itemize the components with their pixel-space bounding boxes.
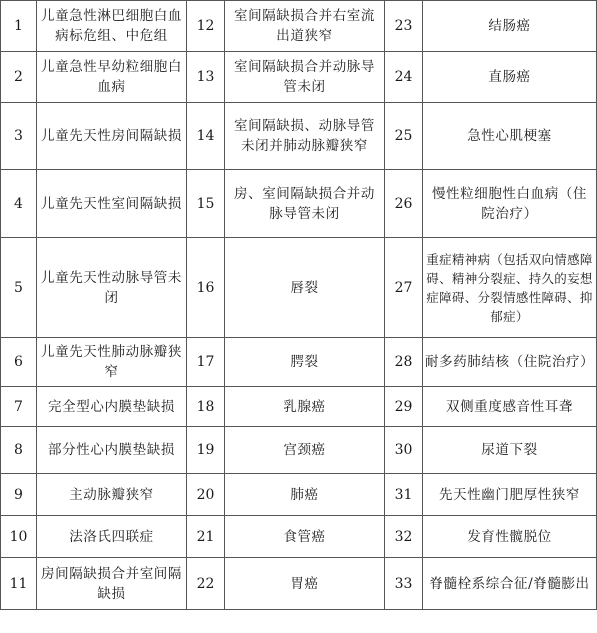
item-number: 22 <box>187 558 225 610</box>
item-number: 13 <box>187 52 225 103</box>
disease-name: 室间隔缺损、动脉导管未闭并肺动脉瓣狭窄 <box>225 103 385 170</box>
disease-name: 完全型心内膜垫缺损 <box>37 387 187 427</box>
item-number: 21 <box>187 516 225 558</box>
disease-name: 唇裂 <box>225 238 385 338</box>
disease-name: 儿童急性早幼粒细胞白血病 <box>37 52 187 103</box>
item-number: 30 <box>385 427 423 474</box>
item-number: 15 <box>187 170 225 238</box>
disease-name: 尿道下裂 <box>423 427 597 474</box>
table-row <box>1 387 597 427</box>
table-row <box>1 103 597 170</box>
table-row <box>1 427 597 474</box>
disease-name: 儿童先天性室间隔缺损 <box>37 170 187 238</box>
item-number: 14 <box>187 103 225 170</box>
disease-name: 主动脉瓣狭窄 <box>37 474 187 516</box>
item-number: 25 <box>385 103 423 170</box>
item-number: 16 <box>187 238 225 338</box>
item-number: 11 <box>1 558 37 610</box>
disease-name: 儿童急性淋巴细胞白血病标危组、中危组 <box>37 1 187 52</box>
disease-name: 结肠癌 <box>423 1 597 52</box>
disease-name: 先天性幽门肥厚性狭窄 <box>423 474 597 516</box>
item-number: 4 <box>1 170 37 238</box>
item-number: 7 <box>1 387 37 427</box>
disease-name: 乳腺癌 <box>225 387 385 427</box>
item-number: 24 <box>385 52 423 103</box>
disease-name: 房、室间隔缺损合并动脉导管未闭 <box>225 170 385 238</box>
disease-name: 房间隔缺损合并室间隔缺损 <box>37 558 187 610</box>
item-number: 12 <box>187 1 225 52</box>
disease-name: 脊髓栓系综合征/脊髓膨出 <box>423 558 597 610</box>
disease-name: 发育性髋脱位 <box>423 516 597 558</box>
disease-name: 胃癌 <box>225 558 385 610</box>
table-row <box>1 338 597 387</box>
table-row <box>1 238 597 338</box>
disease-name: 腭裂 <box>225 338 385 387</box>
disease-name: 部分性心内膜垫缺损 <box>37 427 187 474</box>
disease-name: 食管癌 <box>225 516 385 558</box>
disease-name: 儿童先天性动脉导管未闭 <box>37 238 187 338</box>
table-row <box>1 474 597 516</box>
item-number: 32 <box>385 516 423 558</box>
item-number: 29 <box>385 387 423 427</box>
disease-name: 慢性粒细胞性白血病（住院治疗） <box>423 170 597 238</box>
disease-name: 肺癌 <box>225 474 385 516</box>
item-number: 31 <box>385 474 423 516</box>
item-number: 17 <box>187 338 225 387</box>
item-number: 5 <box>1 238 37 338</box>
item-number: 10 <box>1 516 37 558</box>
item-number: 26 <box>385 170 423 238</box>
item-number: 23 <box>385 1 423 52</box>
item-number: 20 <box>187 474 225 516</box>
disease-name: 耐多药肺结核（住院治疗） <box>423 338 597 387</box>
disease-name: 宫颈癌 <box>225 427 385 474</box>
table-row <box>1 516 597 558</box>
disease-name: 儿童先天性肺动脉瓣狭窄 <box>37 338 187 387</box>
item-number: 33 <box>385 558 423 610</box>
disease-name: 法洛氏四联症 <box>37 516 187 558</box>
table-row <box>1 52 597 103</box>
item-number: 1 <box>1 1 37 52</box>
item-number: 27 <box>385 238 423 338</box>
table-row <box>1 1 597 52</box>
disease-name: 室间隔缺损合并右室流出道狭窄 <box>225 1 385 52</box>
item-number: 2 <box>1 52 37 103</box>
disease-name: 儿童先天性房间隔缺损 <box>37 103 187 170</box>
item-number: 28 <box>385 338 423 387</box>
table-row <box>1 170 597 238</box>
disease-name: 直肠癌 <box>423 52 597 103</box>
disease-name: 室间隔缺损合并动脉导管未闭 <box>225 52 385 103</box>
table-row <box>1 558 597 610</box>
disease-name: 急性心肌梗塞 <box>423 103 597 170</box>
item-number: 9 <box>1 474 37 516</box>
disease-name: 双侧重度感音性耳聋 <box>423 387 597 427</box>
disease-name: 重症精神病（包括双向情感障碍、精神分裂症、持久的妄想症障碍、分裂情感性障碍、抑郁症） <box>423 238 597 338</box>
item-number: 6 <box>1 338 37 387</box>
item-number: 18 <box>187 387 225 427</box>
item-number: 3 <box>1 103 37 170</box>
item-number: 8 <box>1 427 37 474</box>
item-number: 19 <box>187 427 225 474</box>
